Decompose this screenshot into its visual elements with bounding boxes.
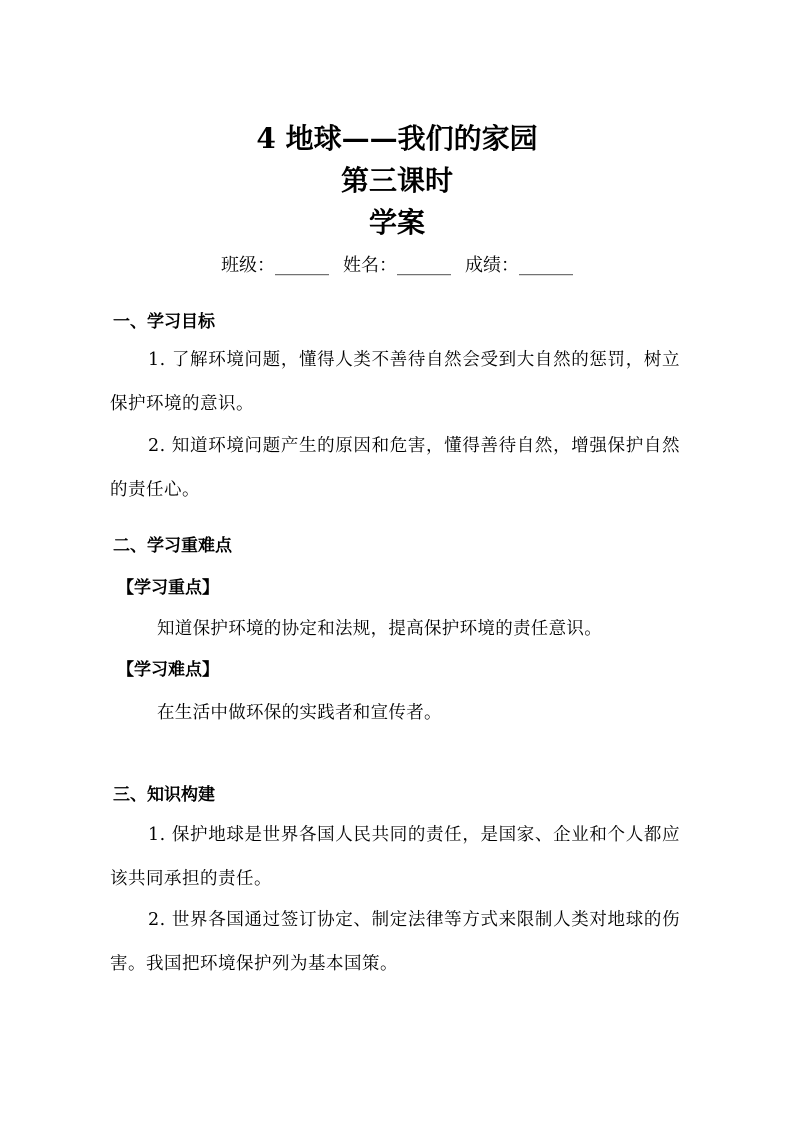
section-heading-goals: 一、学习目标: [113, 312, 215, 332]
class-blank: ______: [275, 255, 329, 276]
focus-label: 【学习重点】: [117, 578, 219, 598]
name-label: 姓名：: [343, 255, 397, 276]
difficulty-text: 在生活中做环保的实践者和宣传者。: [157, 703, 442, 723]
document-subtitle: 学案: [368, 206, 425, 239]
lesson-number: 第三课时: [340, 164, 453, 197]
difficulty-label: 【学习难点】: [117, 660, 219, 680]
knowledge-item-1: 1. 保护地球是世界各国人民共同的责任，是国家、企业和个人都应该共同承担的责任。: [110, 825, 680, 889]
document-title: 4 地球——我们的家园: [256, 122, 538, 155]
goal-item-2: 2. 知道环境问题产生的原因和危害，懂得善待自然，增强保护自然的责任心。: [110, 436, 680, 500]
student-info-row: [0, 253, 794, 279]
knowledge-item-2: 2. 世界各国通过签订协定、制定法律等方式来限制人类对地球的伤害。我国把环境保护列为基本国策。: [110, 910, 680, 974]
score-label: 成绩：: [465, 255, 519, 276]
name-blank: ______: [397, 255, 451, 276]
section-heading-key-points: 二、学习重难点: [113, 536, 232, 556]
section-heading-knowledge: 三、知识构建: [113, 785, 215, 805]
goal-item-1: 1. 了解环境问题，懂得人类不善待自然会受到大自然的惩罚，树立保护环境的意识。: [110, 350, 680, 414]
score-blank: ______: [519, 255, 573, 276]
class-label: 班级：: [221, 255, 275, 276]
focus-text: 知道保护环境的协定和法规，提高保护环境的责任意识。: [157, 619, 602, 639]
